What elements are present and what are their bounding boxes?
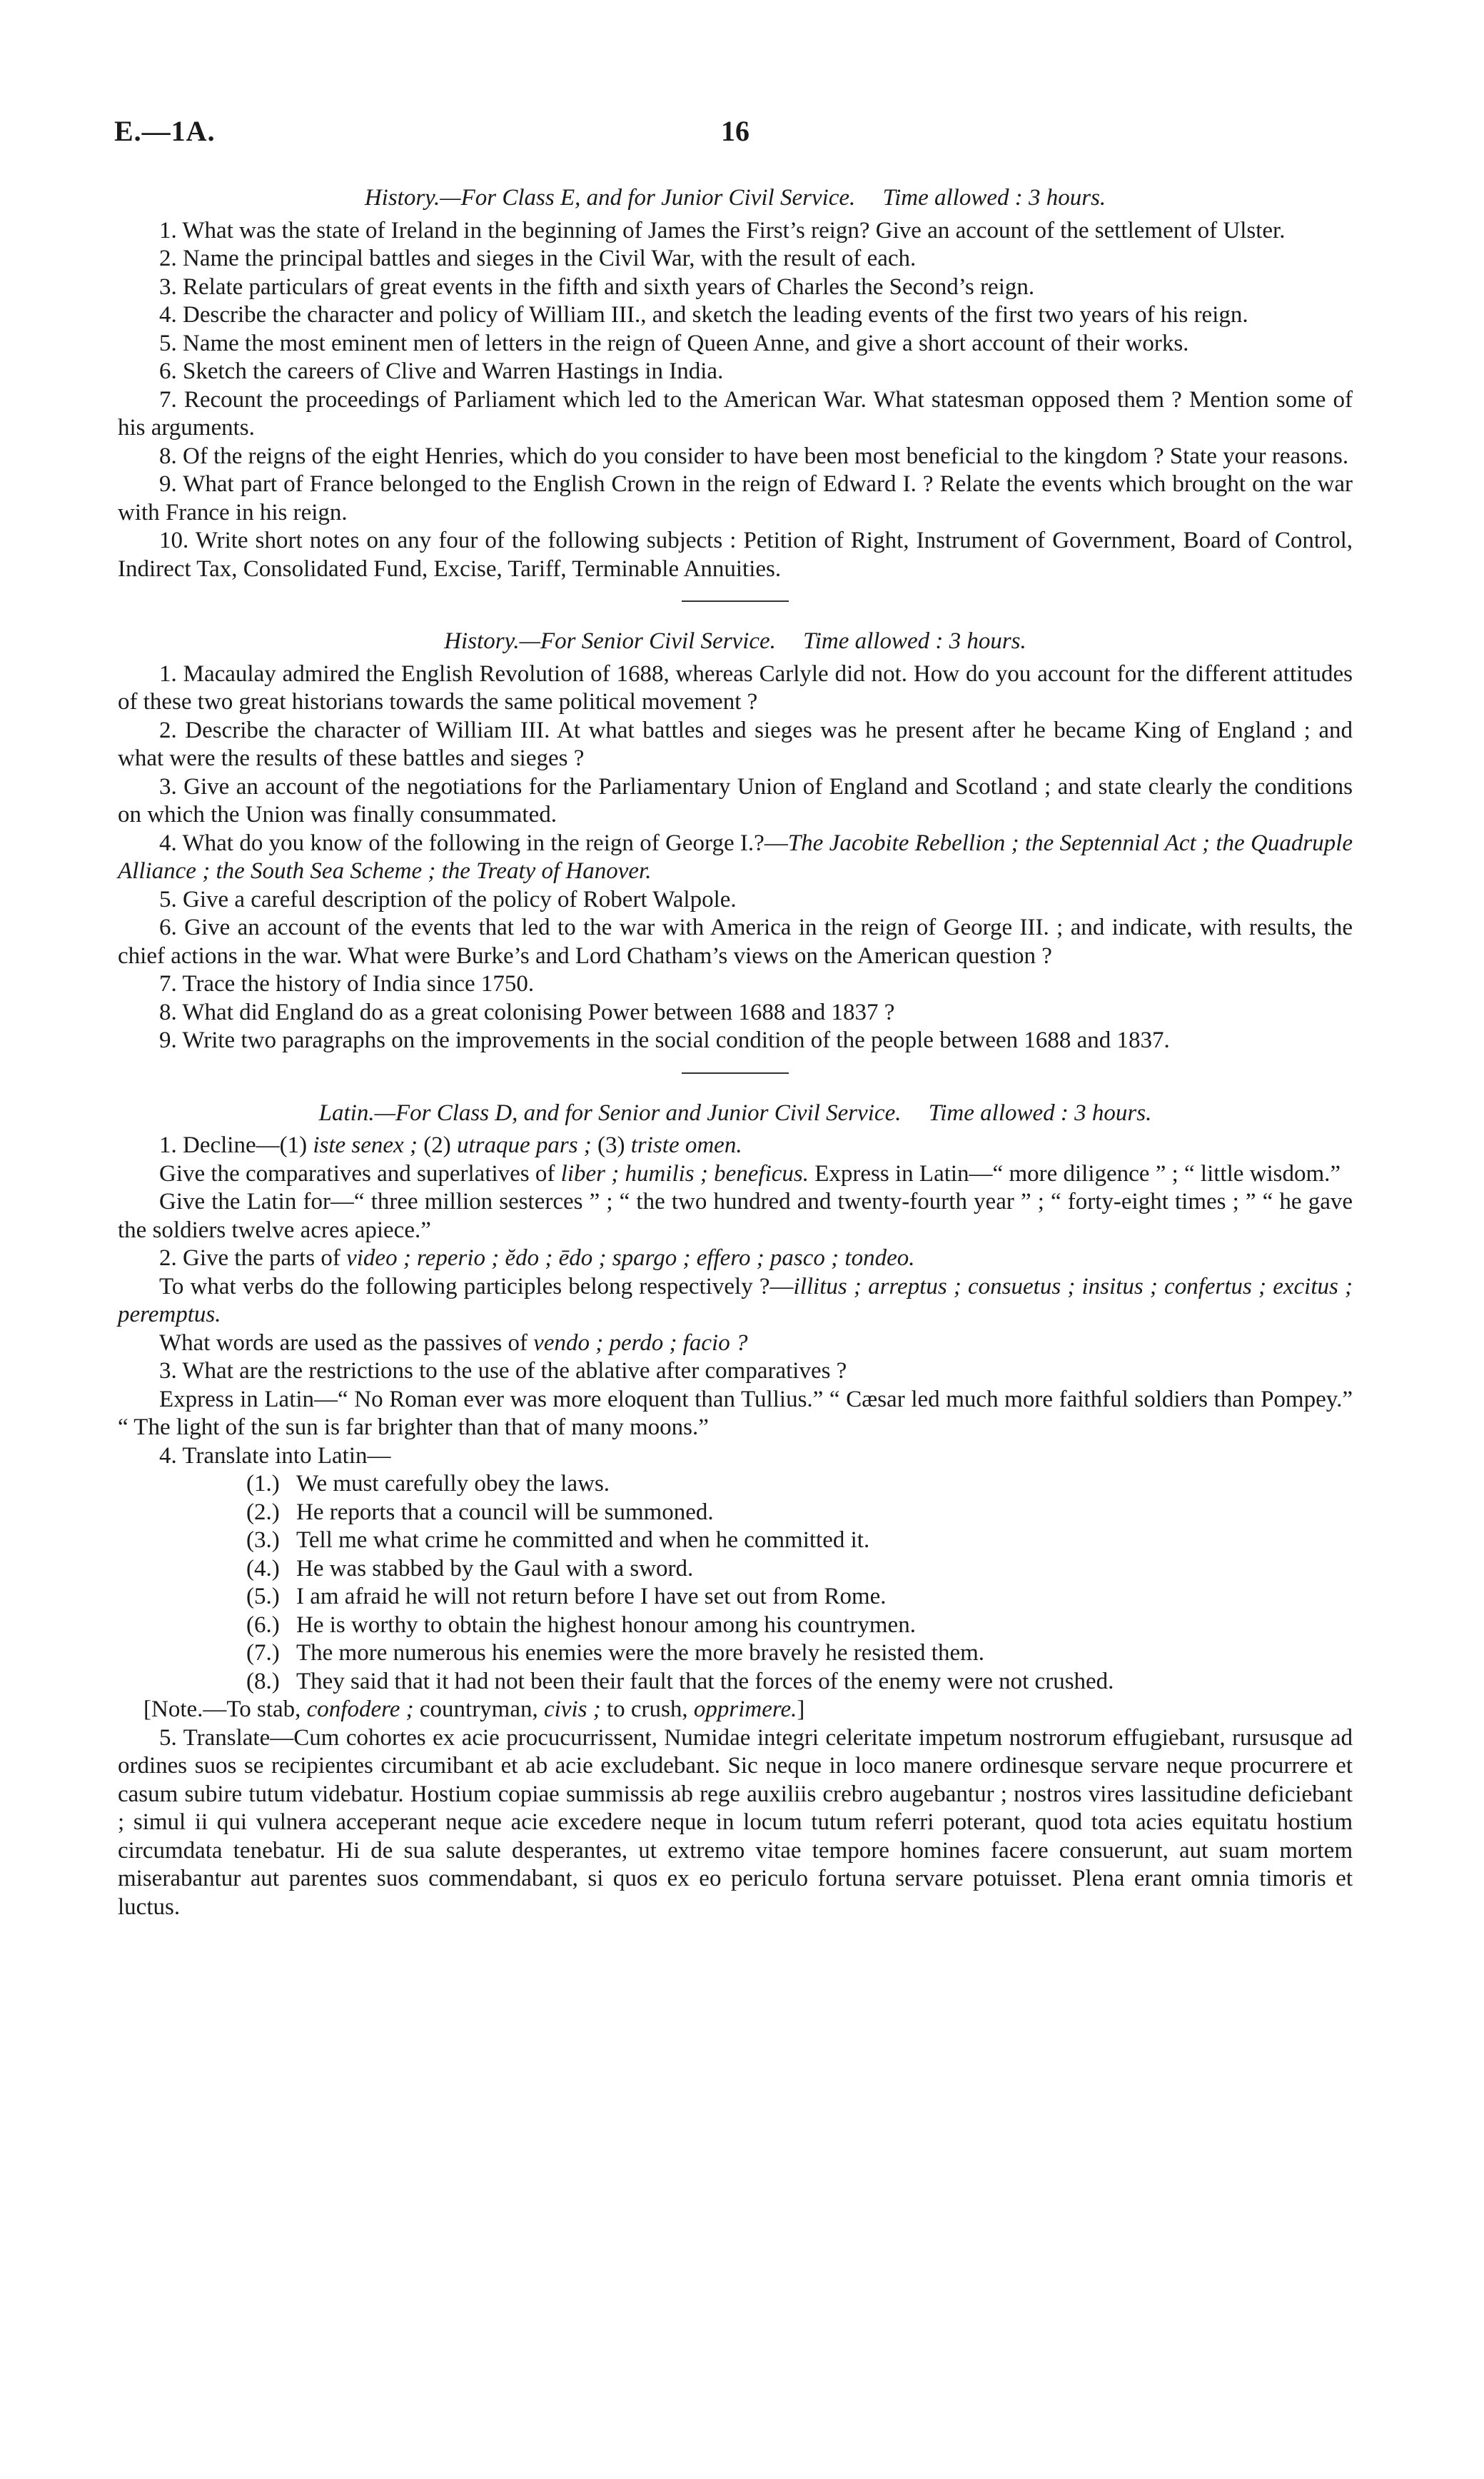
note xyxy=(118,1696,1353,1724)
list-item-text: He reports that a council will be summoned. xyxy=(296,1499,714,1525)
list-item xyxy=(118,1668,1353,1696)
question: 2. Describe the character of William III. At what battles and sieges was he present after he became King of England ; and what were the results of these battles and sieges ? xyxy=(118,717,1353,771)
question: 5. Name the most eminent men of letters in the reign of Queen Anne, and give a short account of their works. xyxy=(159,330,1189,356)
latin-words: illitus ; arreptus ; consuetus ; insitus ; confertus ; excitus ; peremptus. xyxy=(118,1273,1353,1327)
list-item-number: (2.) xyxy=(246,1499,280,1525)
section-time: Time allowed : 3 hours. xyxy=(803,628,1026,654)
question: Give the Latin for—“ three million sesterces ” ; “ the two hundred and twenty-fourth year ” ; “ forty-eight times ; ” “ he gave the soldiers twelve acres apiece.” xyxy=(118,1189,1353,1243)
note-text: to crush, xyxy=(606,1696,688,1722)
list-item-number: (5.) xyxy=(246,1584,280,1609)
question-lead: Give the comparatives and superlatives of xyxy=(159,1160,555,1187)
note-lead: [Note.—To stab, xyxy=(143,1696,301,1722)
list-item-number: (4.) xyxy=(246,1555,280,1582)
question: 2. Name the principal battles and sieges in the Civil War, with the result of each. xyxy=(159,246,917,271)
question: 10. Write short notes on any four of the following subjects : Petition of Right, Instrument of Government, Board of Control, Indirect Tax, Consolidated Fund, Excise, Tariff, Terminable Annuities. xyxy=(118,528,1353,582)
question: 5. Give a careful description of the policy of Robert Walpole. xyxy=(159,886,737,912)
question: 7. Trace the history of India since 1750. xyxy=(159,971,535,997)
latin-phrase: triste omen. xyxy=(630,1132,742,1158)
latin-word: confodere ; xyxy=(306,1696,414,1722)
translation-list xyxy=(118,1470,1353,1696)
list-item-text: The more numerous his enemies were the more bravely he resisted them. xyxy=(296,1640,985,1666)
list-item-text: I am afraid he will not return before I have set out from Rome. xyxy=(296,1584,887,1609)
question: 1. Macaulay admired the English Revolution of 1688, whereas Carlyle did not. How do you account for the different attitudes of these two great historians towards the same political movement ? xyxy=(118,660,1353,715)
list-item-text: He is worthy to obtain the highest honour among his countrymen. xyxy=(296,1611,916,1638)
question-lead: 2. Give the parts of xyxy=(159,1245,340,1271)
question: 3. Give an account of the negotiations for the Parliamentary Union of England and Scotland ; and state clearly the conditions on which the Union was finally consummated. xyxy=(118,773,1353,828)
question xyxy=(118,1132,1353,1160)
latin-word: civis ; xyxy=(544,1696,601,1722)
list-item-text: He was stabbed by the Gaul with a sword. xyxy=(296,1555,694,1582)
question: 9. Write two paragraphs on the improvements in the social condition of the people between 1688 and 1837. xyxy=(159,1027,1170,1053)
section-divider xyxy=(682,1072,789,1074)
latin-words: vendo ; perdo ; facio ? xyxy=(533,1329,748,1356)
question: 6. Sketch the careers of Clive and Warren Hastings in India. xyxy=(159,358,724,384)
section-title: Latin.—For Class D, and for Senior and Junior Civil Service. xyxy=(318,1100,902,1126)
section-divider xyxy=(682,600,789,602)
question xyxy=(118,1273,1353,1329)
question-lead: 1. Decline—(1) xyxy=(159,1132,308,1158)
question: 4. Describe the character and policy of William III., and sketch the leading events of the first two years of his reign. xyxy=(159,302,1248,328)
list-item-number: (1.) xyxy=(246,1471,280,1497)
question-lead: What words are used as the passives of xyxy=(159,1329,528,1356)
list-item xyxy=(118,1527,1353,1555)
list-item-number: (7.) xyxy=(246,1640,280,1666)
question: 3. What are the restrictions to the use of the ablative after comparatives ? xyxy=(159,1358,847,1384)
list-item-number: (8.) xyxy=(246,1668,280,1694)
section-title: History.—For Senior Civil Service. xyxy=(444,628,776,654)
list-item xyxy=(118,1499,1353,1527)
list-item-text: Tell me what crime he committed and when he committed it. xyxy=(296,1527,870,1553)
question: 1. What was the state of Ireland in the beginning of James the First’s reign? Give an account of the settlement of Ulster. xyxy=(159,217,1286,243)
note-text: countryman, xyxy=(419,1696,538,1722)
question: 8. What did England do as a great colonising Power between 1688 and 1837 ? xyxy=(159,999,895,1025)
list-item-number: (3.) xyxy=(246,1527,280,1553)
list-item xyxy=(118,1470,1353,1499)
question-items: The Jacobite Rebellion ; the Septennial Act ; the Quadruple Alliance ; the South Sea Scheme ; the Treaty of Hanover. xyxy=(118,830,1353,884)
list-item xyxy=(118,1555,1353,1584)
list-item-number: (6.) xyxy=(246,1611,280,1638)
question: Express in Latin—“ No Roman ever was more eloquent than Tullius.” “ Cæsar led much more faithful soldiers than Pompey.” “ The light of the sun is far brighter than that of many moons.” xyxy=(118,1386,1353,1440)
question: 4. Translate into Latin— xyxy=(159,1442,391,1469)
question xyxy=(118,830,1353,886)
section-time: Time allowed : 3 hours. xyxy=(882,185,1106,211)
question xyxy=(118,1244,1353,1273)
page-number: 16 xyxy=(721,115,749,147)
question: 3. Relate particulars of great events in the fifth and sixth years of Charles the Second’s reign. xyxy=(159,273,1035,300)
section-heading xyxy=(118,628,1353,656)
question: 8. Of the reigns of the eight Henries, which do you consider to have been most beneficial to the kingdom ? State your reasons. xyxy=(159,443,1349,469)
list-item xyxy=(118,1639,1353,1668)
question: 6. Give an account of the events that led to the war with America in the reign of George III. ; and indicate, with results, the chief actions in the war. What were Burke’s and Lord Chatham’s views on the American question ? xyxy=(118,915,1353,969)
section-heading xyxy=(118,184,1353,213)
question xyxy=(118,1160,1353,1189)
section-title: History.—For Class E, and for Junior Civil Service. xyxy=(364,185,856,211)
section-heading xyxy=(118,1100,1353,1128)
question-lead: 4. What do you know of the following in the reign of George I.?— xyxy=(159,830,788,856)
section-time: Time allowed : 3 hours. xyxy=(928,1100,1152,1126)
list-item xyxy=(118,1583,1353,1611)
list-item xyxy=(118,1611,1353,1640)
question-lead: (3) xyxy=(597,1132,625,1158)
document-body xyxy=(118,180,1353,1921)
question-lead: To what verbs do the following participles belong respectively ?— xyxy=(159,1273,794,1299)
question: 5. Translate—Cum cohortes ex acie procucurrissent, Numidae integri celeritate impetum nostrorum effugiebant, rursusque ad ordines suos se recipientes circumibant et ab acie excludebant. Sic neque in loco manere ordinesque servare neque procurrere et casum subire tutum videbatur. Hostium copiae summissis ab rege auxiliis crebro augebantur ; nostros vires lassitudine deficiebant ; simul ii qui vulnera acceperant neque acie excedere neque in locum tutum referri poterant, quod tota acies equitatu hostium circumdata tenebatur. Hi de sua salute desperantes, ut extremo vitae tempore homines facere consuerunt, aut suam mortem miserabantur aut parentes suos commendabant, si quos ex eo periculo fortuna servare potuisset. Plena erant omnia timoris et luctus. xyxy=(118,1724,1353,1920)
question-tail: Express in Latin—“ more diligence ” ; “ little wisdom.” xyxy=(814,1160,1341,1187)
document-code: E.—1A. xyxy=(114,115,216,147)
note-end: ] xyxy=(797,1696,805,1722)
question: 7. Recount the proceedings of Parliament which led to the American War. What statesman opposed them ? Mention some of his arguments. xyxy=(118,386,1353,441)
question-lead: (2) xyxy=(423,1132,451,1158)
latin-word: opprimere. xyxy=(693,1696,797,1722)
latin-words: video ; reperio ; ĕdo ; ēdo ; spargo ; effero ; pasco ; tondeo. xyxy=(346,1245,915,1271)
question xyxy=(118,1329,1353,1358)
latin-phrase: iste senex ; xyxy=(313,1132,418,1158)
question: 9. What part of France belonged to the English Crown in the reign of Edward I. ? Relate the events which brought on the war with France in his reign. xyxy=(118,471,1353,526)
latin-words: liber ; humilis ; beneficus. xyxy=(560,1160,809,1187)
list-item-text: We must carefully obey the laws. xyxy=(296,1471,610,1497)
latin-phrase: utraque pars ; xyxy=(456,1132,592,1158)
list-item-text: They said that it had not been their fault that the forces of the enemy were not crushed. xyxy=(296,1668,1114,1694)
